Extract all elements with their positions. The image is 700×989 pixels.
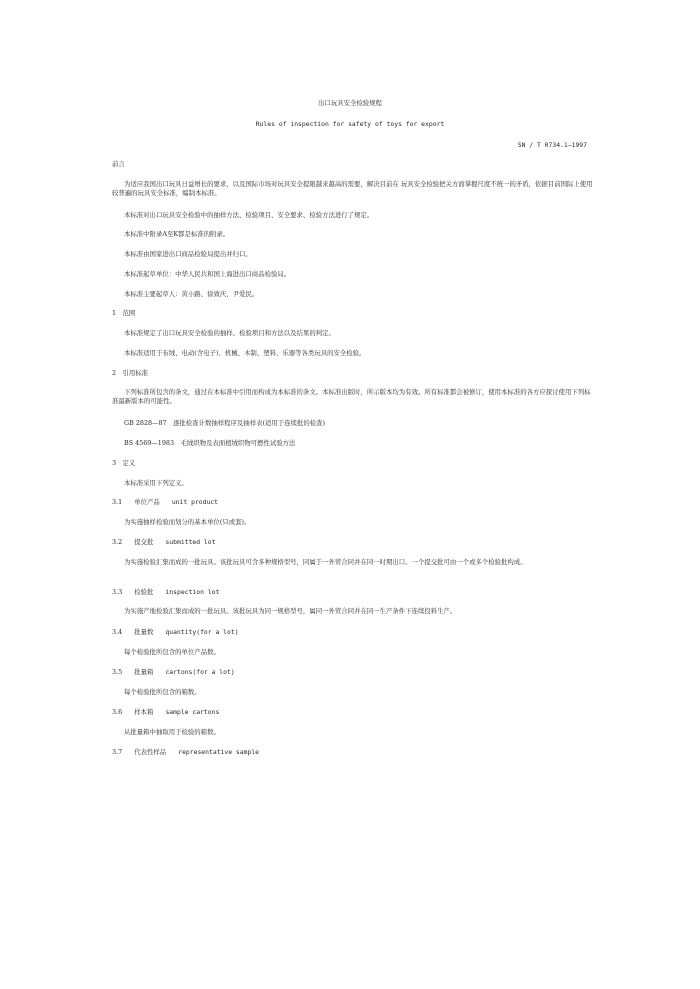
definition-text: 每个检验批所包含的单位产品数。 <box>124 648 220 656</box>
standard-number: SN / T 0734.1—1997 <box>517 141 587 149</box>
section-paragraph: 下列标准所包含的条文，通过在本标准中引用而构成为本标准的条文。本标准出版时，所示版本均为有效。所有标准都会被修订，使用本标准的各方应探讨使用下列标准最新版本的可能性。 <box>112 388 591 405</box>
reference-standard: BS 4569—1983 毛绒织物及表面植绒织物可燃性试验方法 <box>124 439 296 447</box>
definition-term: 代表性样品 <box>134 748 167 756</box>
definition-term-en: inspection lot <box>165 588 220 596</box>
definition-number: 3.5 <box>112 668 123 676</box>
definition-term: 批量数 <box>134 628 154 636</box>
section-heading: 3 定义 <box>112 459 136 467</box>
section-heading: 2 引用标准 <box>112 369 149 377</box>
definition-heading <box>112 628 239 637</box>
document-title: 出口玩具安全检验规程 <box>318 99 382 107</box>
section-paragraph: 本标准采用下列定义。 <box>124 479 188 487</box>
definition-term-en: submitted lot <box>165 538 216 546</box>
foreword-heading: 前言 <box>112 160 125 168</box>
foreword-paragraph: 本标准由国家进出口商品检验局提出并归口。 <box>124 250 252 258</box>
definition-term: 单位产品 <box>134 498 160 506</box>
definition-term-en: cartons(for a lot) <box>165 668 235 676</box>
definition-number: 3.4 <box>112 628 123 636</box>
definition-term-en: sample cartons <box>165 708 220 716</box>
definition-term: 样本箱 <box>134 708 154 716</box>
definition-term-en: quantity(for a lot) <box>165 628 239 636</box>
definition-text: 每个检验批所包含的箱数。 <box>124 688 201 696</box>
definition-heading <box>112 748 259 757</box>
definition-heading <box>112 668 235 677</box>
reference-standard: GB 2828—87 逐批检查计数抽样程序及抽样表(适用于连续批的检查) <box>124 419 325 427</box>
definition-heading <box>112 708 219 717</box>
definition-number: 3.2 <box>112 538 123 546</box>
foreword-paragraph: 为适应我国出口玩具日益增长的要求，以及国际市场对玩具安全提限越来越高的需要，解决目前在 玩具安全检验把关方面掌握尺度不统一的矛盾，依据目前国际上使用较普遍的玩具安全标准，编制本标准。 <box>112 180 593 197</box>
section-paragraph: 本标准规定了出口玩具安全检验的抽样、检验项目和方法以及结果的判定。 <box>124 329 335 337</box>
definition-heading <box>112 498 218 507</box>
definition-term-en: representative sample <box>178 748 260 756</box>
definition-heading <box>112 538 215 547</box>
definition-number: 3.7 <box>112 748 123 756</box>
definition-term: 检验批 <box>134 588 154 596</box>
definition-number: 3.3 <box>112 588 123 596</box>
foreword-paragraph: 本标准对出口玩具安全检验中的抽样方法、检验项目、安全要求、检验方法进行了规定。 <box>124 211 374 219</box>
foreword-paragraph: 本标准主要起草人：黄小路、徐致庆、尹爱民。 <box>124 290 259 298</box>
section-heading: 1 范围 <box>112 309 136 317</box>
definition-number: 3.1 <box>112 498 123 506</box>
document-subtitle-en: Rules of inspection for safety of toys for export <box>255 120 445 128</box>
section-paragraph: 本标准适用于布绒、电动(含电子)、机械、木制、塑料、乐器等各类玩具的安全检验。 <box>124 349 366 357</box>
foreword-paragraph: 本标准中附录A至K都是标准的附录。 <box>124 230 230 238</box>
definition-text: 从批量箱中抽取用于检验的箱数。 <box>124 728 220 736</box>
definition-heading <box>112 588 219 597</box>
definition-term-en: unit product <box>171 498 218 506</box>
definition-term: 提交批 <box>134 538 154 546</box>
foreword-paragraph: 本标准起草单位：中华人民共和国上海进出口商品检验局。 <box>124 270 291 278</box>
definition-text: 为实施产地检验汇集而成的一批玩具。该批玩具为同一规格型号，属同一外贸合同并在同一生产条件下连续投料生产。 <box>124 607 457 615</box>
definition-number: 3.6 <box>112 708 123 716</box>
definition-text: 为实施检验汇集而成的一批玩具。该批玩具可含多种规格型号，同属于一外贸合同并在同一时期出口。一个提交批可由一个或多个检验批构成。 <box>124 558 527 566</box>
definition-term: 批量箱 <box>134 668 154 676</box>
definition-text: 为实施抽样检验而划分的基本单位(只或套)。 <box>124 518 251 526</box>
